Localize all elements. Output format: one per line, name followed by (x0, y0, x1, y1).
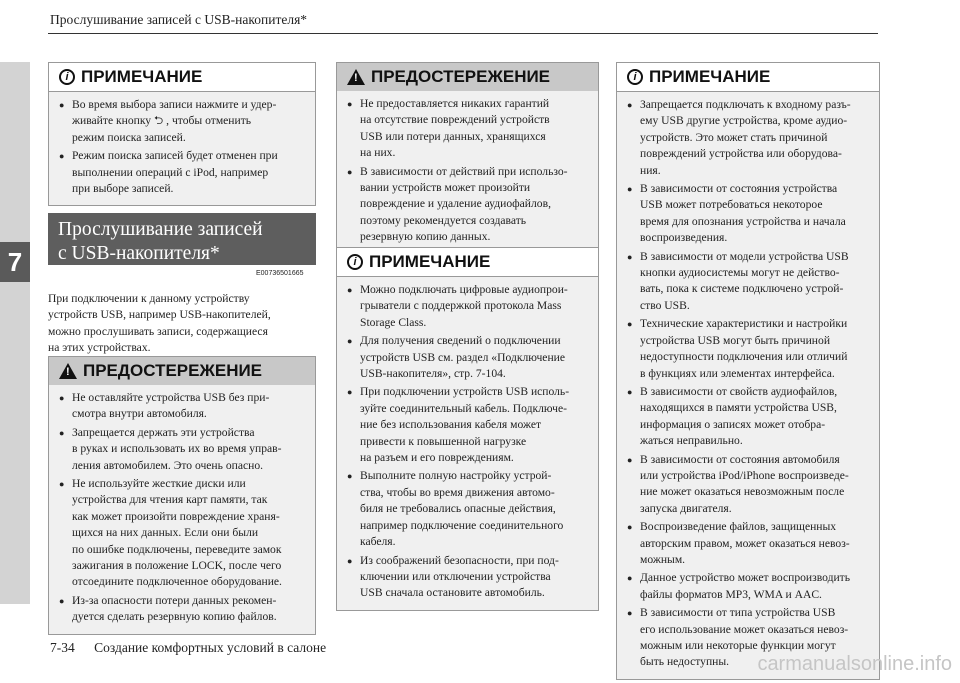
page-header: Прослушивание записей с USB-накопителя* (50, 12, 308, 27)
warning-icon (59, 363, 77, 379)
list-item: ● Из-за опасности потери данных рекомен- дуется сделать резервную копию файлов. (59, 593, 307, 626)
note-title: ПРИМЕЧАНИЕ (81, 67, 203, 86)
watermark: carmanualsonline.info (757, 653, 952, 675)
list-item: ● Можно подключать цифровые аудиопрои- грыватели с поддержкой протокола Mass Storage Class. (347, 282, 590, 331)
section-title: Прослушивание записей с USB-накопителя* (48, 213, 316, 265)
list-item: ● В зависимости от модели устройства USB кнопки аудиосистемы могут не действо- вать, пока к системе подключено устрой- ство USB. (627, 249, 871, 315)
list-item: ● Выполните полную настройку устрой- ства, чтобы во время движения автомо- биля не требовались опасные действия, например подключение соединительного кабеля. (347, 468, 590, 550)
chapter-side-tab (0, 62, 30, 604)
page-number: 7-34 (50, 640, 75, 655)
note-title: ПРИМЕЧАНИЕ (649, 67, 771, 86)
chapter-number: 7 (0, 242, 30, 282)
footer-chapter-title: Создание комфортных условий в салоне (94, 640, 327, 655)
info-icon: i (59, 69, 75, 85)
warning-icon (347, 69, 365, 85)
warning-header (337, 63, 598, 91)
list-item: ● При подключении устройств USB исполь- зуйте соединительный кабель. Подключе- ние без использования кабеля может привести к повышенной нагрузке на разъем и его повреждениям. (347, 384, 590, 466)
note-title: ПРИМЕЧАНИЕ (369, 252, 491, 271)
list-item: ● В зависимости от действий при использо- вании устройств может произойти повреждение и удаление аудиофайлов, поэтому рекомендуется создавать резервную копию данных. (347, 164, 590, 246)
col2-note-box (336, 247, 599, 611)
col1-warning-box (48, 356, 316, 635)
list-item: ● В зависимости от свойств аудиофайлов, находящихся в памяти устройства USB, информация о записях может отобра- жаться неправильно. (627, 384, 871, 450)
warning-list (337, 91, 598, 254)
list-item: ● Технические характеристики и настройки устройства USB могут быть причиной недоступности подключения или отличий в функциях или элементах интерфейса. (627, 316, 871, 382)
col3-note-box (616, 62, 880, 680)
note-header (617, 63, 879, 92)
header-divider (48, 33, 878, 34)
list-item: ● В зависимости от состояния устройства USB может потребоваться некоторое время для опознания устройства и начала воспроизведения. (627, 181, 871, 247)
list-item: ● Воспроизведение файлов, защищенных авторским правом, может оказаться невоз- можным. (627, 519, 871, 568)
info-icon: i (627, 69, 643, 85)
list-item: ● Не оставляйте устройства USB без при- смотра внутри автомобиля. (59, 390, 307, 423)
note-list (617, 92, 879, 679)
note-header (49, 63, 315, 92)
list-item: ● Из соображений безопасности, при под- ключении или отключении устройства USB сначала остановите автомобиль. (347, 553, 590, 602)
note-list (337, 277, 598, 610)
info-icon: i (347, 254, 363, 270)
col1-note-box (48, 62, 316, 206)
note-list (49, 92, 315, 205)
list-item: ● Запрещается держать эти устройства в руках и использовать их во время управ- ления автомобилем. Это очень опасно. (59, 425, 307, 474)
note-header (337, 248, 598, 277)
page-footer (50, 640, 326, 656)
warning-title: ПРЕДОСТЕРЕЖЕНИЕ (83, 361, 263, 380)
list-item: ● Режим поиска записей будет отменен при выполнении операций с iPod, например при выборе записей. (59, 148, 307, 197)
list-item: ● Не используйте жесткие диски или устройства для чтения карт памяти, так как может произойти повреждение храня- щихся на них данных. Если они были по ошибке подключены, переведите замок зажигания в положение LOCK, после чего отсоедините подключенное оборудование. (59, 476, 307, 591)
section-code: E00736501665 (256, 270, 304, 277)
list-item: ● Во время выбора записи нажмите и удер- живайте кнопку ⮌ , чтобы отменить режим поиска записей. (59, 97, 307, 146)
warning-list (49, 385, 315, 634)
list-item: ● Не предоставляется никаких гарантий на отсутствие повреждений устройств USB или потери данных, хранящихся на них. (347, 96, 590, 162)
list-item: ● В зависимости от состояния автомобиля или устройства iPod/iPhone воспроизведе- ние может оказаться невозможным после запуска двигателя. (627, 452, 871, 518)
warning-title: ПРЕДОСТЕРЕЖЕНИЕ (371, 67, 551, 86)
col2-warning-box (336, 62, 599, 255)
warning-header (49, 357, 315, 385)
list-item: ● Данное устройство может воспроизводить файлы форматов MP3, WMA и AAC. (627, 570, 871, 603)
list-item: ● В зависимости от типа устройства USB его использование может оказаться невоз- можным или некоторые функции могут быть недоступны. (627, 605, 871, 671)
list-item: ● Запрещается подключать к входному разъ- ему USB другие устройства, кроме аудио- устройств. Это может стать причиной повреждений устройства или оборудова- ния. (627, 97, 871, 179)
list-item: ● Для получения сведений о подключении устройств USB см. раздел «Подключение USB-накопителя», стр. 7-104. (347, 333, 590, 382)
section-intro: При подключении к данному устройству устройств USB, например USB-накопителей, можно прослушивать записи, содержащиеся на этих устройствах. (48, 292, 271, 355)
